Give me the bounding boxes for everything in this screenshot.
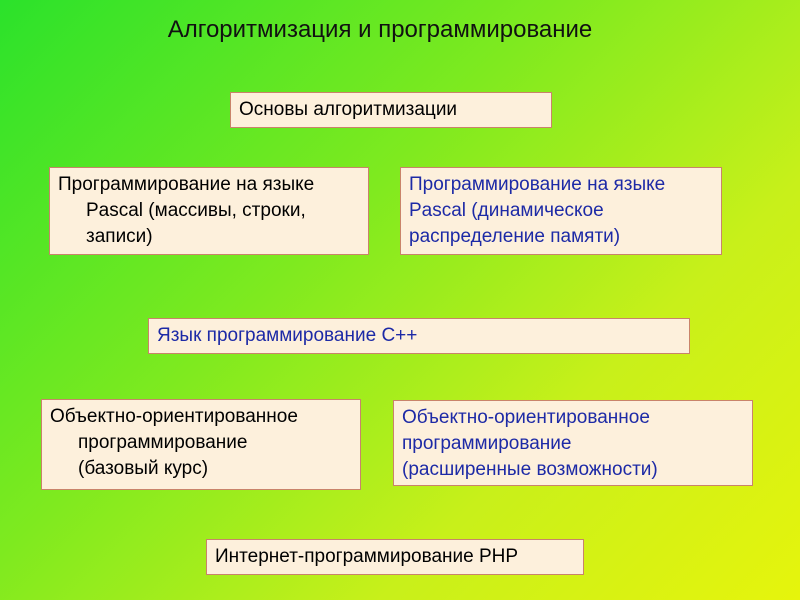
topic-box-basics [230,92,552,128]
topic-box-cpp-text: Язык программирование С++ [157,325,418,346]
topic-line-3: (базовый курс) [78,458,209,479]
topic-line-3: (расширенные возможности) [402,459,658,480]
topic-box-pascal-memory [400,167,722,255]
topic-box-pascal-arrays [49,167,369,255]
topic-line-2: программирование [402,433,572,454]
topic-line-2: Pascal (динамическое [409,200,604,221]
topic-box-oop-advanced [393,400,753,486]
slide-title: Алгоритмизация и программирование [167,16,593,43]
topic-box-cpp [148,318,690,354]
topic-line-3: записи) [86,226,153,247]
topic-box-oop-basic [41,399,361,490]
topic-line-3: распределение памяти) [409,226,621,247]
topic-line-1: Объектно-ориентированное [50,406,298,427]
topic-box-php-text: Интернет-программирование РНР [215,546,519,567]
topic-line-2: Pascal (массивы, строки, [86,200,306,221]
topic-line-1: Объектно-ориентированное [402,407,650,428]
topic-line-1: Программирование на языке [58,174,315,195]
topic-box-basics-text: Основы алгоритмизации [239,99,458,120]
topic-line-1: Программирование на языке [409,174,666,195]
topic-box-php [206,539,584,575]
topic-line-2: программирование [78,432,248,453]
